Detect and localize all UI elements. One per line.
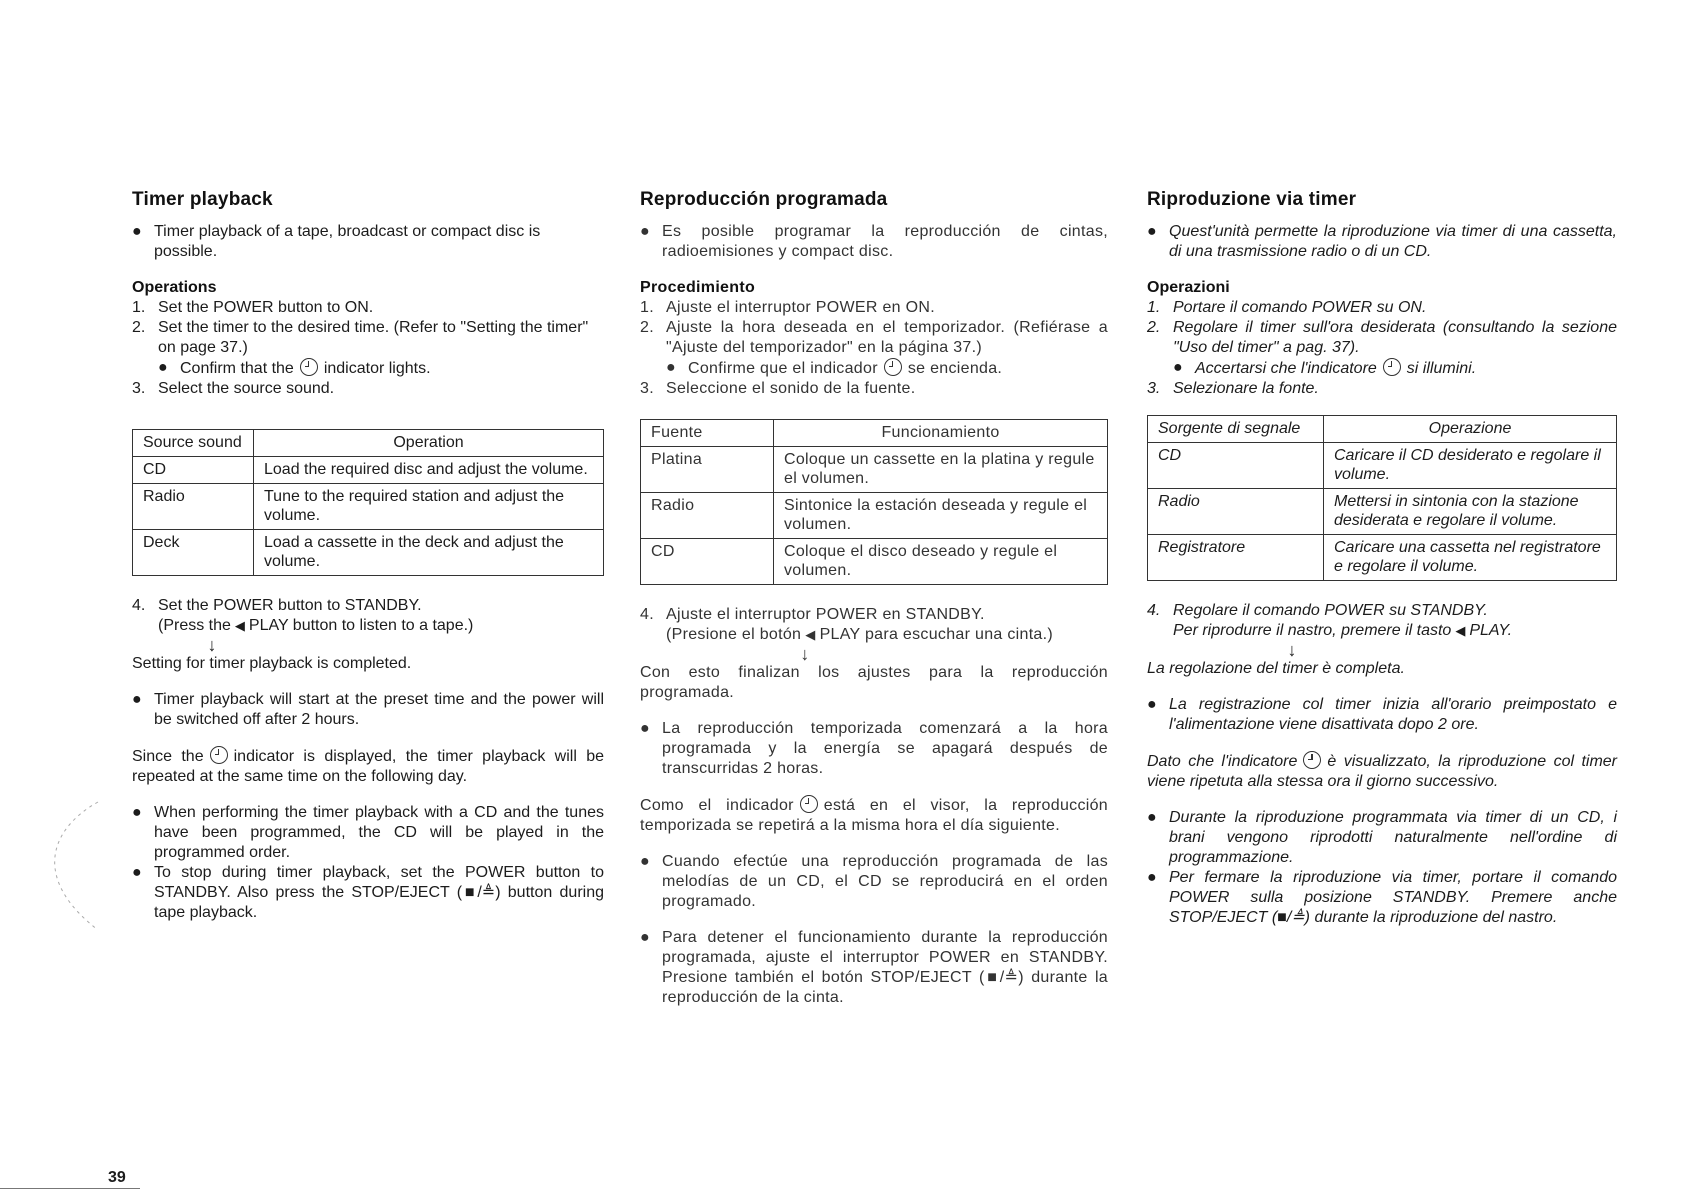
table-cell: Tune to the required station and adjust the volume. <box>254 484 604 530</box>
bullet-icon: ● <box>132 691 142 708</box>
operations-heading: Operazioni <box>1147 279 1230 296</box>
table-row <box>641 493 1108 539</box>
completion-text: Con esto finalizan los ajustes para la reproducción programada. <box>640 664 1108 701</box>
table-cell: Radio <box>133 484 254 530</box>
bullet-icon: ● <box>640 853 650 870</box>
step-1: 1. Portare il comando POWER su ON. <box>1147 299 1427 316</box>
table-row <box>1148 443 1617 489</box>
cd-program-bullet: ● Durante la riproduzione programmata via timer di un CD, i brani vengono riprodotti naturalmente nell'ordine di programmazione. <box>1147 809 1617 866</box>
step-4: 4. Regolare il comando POWER su STANDBY. <box>1147 602 1488 619</box>
intro-bullet <box>132 222 604 262</box>
table-cell: Mettersi in sintonia con la stazione desiderata e regolare il volume. <box>1324 489 1617 535</box>
timer-indicator-icon <box>800 795 818 813</box>
step-2-note: ● Confirme que el indicador se encienda. <box>666 359 1003 377</box>
timer-indicator-icon <box>300 358 318 376</box>
bullet-icon: ● <box>1173 359 1183 376</box>
table-row <box>133 457 604 484</box>
section-title: Timer playback <box>132 189 273 210</box>
italian-column <box>1147 190 1617 928</box>
step-4-note: Per riprodurre il nastro, premere il tasto ◀ PLAY. <box>1173 622 1513 639</box>
bullet-icon: ● <box>640 929 650 946</box>
intro-bullet: ● Quest'unità permette la riproduzione via timer di una cassetta, di una trasmissione radio o di un CD. <box>1147 223 1617 260</box>
play-reverse-icon: ◀ <box>805 627 816 642</box>
completion-text: Setting for timer playback is completed. <box>132 655 412 672</box>
bullet-icon: ● <box>132 804 142 821</box>
table-cell: Coloque un cassette en la platina y regule el volumen. <box>774 447 1108 493</box>
table-header-row <box>133 430 604 457</box>
source-table <box>640 419 1108 585</box>
repeat-note: Como el indicador está en el visor, la reproducción temporizada se repetirá a la misma hora el día siguiente. <box>640 797 1108 834</box>
bullet-icon: ● <box>132 223 142 240</box>
source-table <box>1147 415 1617 581</box>
timer-indicator-icon <box>1383 358 1401 376</box>
cd-program-bullet: ● Cuando efectúe una reproducción programada de las melodías de un CD, el CD se reproducirá en el orden programado. <box>640 853 1108 910</box>
step-4-note: (Press the ◀ PLAY button to listen to a tape.) <box>158 617 474 634</box>
timer-indicator-icon <box>884 358 902 376</box>
step-2: 2. Regolare il timer sull'ora desiderata (consultando la sezione "Uso del timer" a pag. 37). <box>1147 319 1617 356</box>
repeat-note: Dato che l'indicatore è visualizzato, la riproduzione col timer viene ripetuta alla stessa ora il giorno successivo. <box>1147 753 1618 790</box>
stop-bullet: ● Per fermare la riproduzione via timer, portare il comando POWER sulla posizione STANDBY. Premere anche STOP/EJECT (■/≜) durante la riproduzione del nastro. <box>1147 869 1617 926</box>
step-4-note: (Presione el botón ◀ PLAY para escuchar una cinta.) <box>666 626 1054 643</box>
play-reverse-icon: ◀ <box>234 618 245 633</box>
timer-start-bullet: ● Timer playback will start at the preset time and the power will be switched off after 2 hours. <box>132 691 604 728</box>
timer-start-bullet: ● La reproducción temporizada comenzará a la hora programada y la energía se apagará después de transcurridas 2 horas. <box>640 720 1108 777</box>
table-row <box>133 484 604 530</box>
operations-heading: Operations <box>132 279 217 296</box>
timer-start-bullet: ● La registrazione col timer inizia all'orario preimpostato e l'alimentazione viene disattivata dopo 2 ore. <box>1147 696 1617 733</box>
step-3: 3. Seleccione el sonido de la fuente. <box>640 380 916 397</box>
page-number: 39 <box>108 1169 126 1186</box>
table-cell: Load the required disc and adjust the volume. <box>254 457 604 484</box>
table-cell: CD <box>641 539 774 585</box>
table-cell: Caricare una cassetta nel registratore e regolare il volume. <box>1324 535 1617 581</box>
table-cell: Load a cassette in the deck and adjust the volume. <box>254 530 604 576</box>
margin-curve <box>28 800 108 940</box>
table-header-cell: Funcionamiento <box>774 420 1108 447</box>
step-4: 4. Set the POWER button to STANDBY. <box>132 597 422 614</box>
down-arrow-icon: ↓ <box>800 644 810 664</box>
footer-rule <box>0 1188 140 1189</box>
bullet-icon: ● <box>1147 223 1157 240</box>
section-title: Reproducción programada <box>640 189 888 210</box>
table-header-cell: Operation <box>254 430 604 457</box>
table-row <box>641 539 1108 585</box>
spanish-column <box>640 190 1108 1008</box>
step-3: 3. Selezionare la fonte. <box>1147 380 1319 397</box>
intro-text: Timer playback of a tape, broadcast or compact disc is possible. <box>154 223 541 260</box>
table-row <box>133 530 604 576</box>
table-cell: Caricare il CD desiderato e regolare il volume. <box>1324 443 1617 489</box>
table-cell: Registratore <box>1148 535 1324 581</box>
table-cell: Coloque el disco deseado y regule el volumen. <box>774 539 1108 585</box>
operations-heading: Procedimiento <box>640 279 756 296</box>
play-reverse-icon: ◀ <box>1455 623 1466 638</box>
bullet-icon: ● <box>1147 809 1157 826</box>
stop-bullet: ● Para detener el funcionamiento durante la reproducción programada, ajuste el interruptor POWER en STANDBY. Presione también el botón STOP/EJECT (■/≜) durante la reproducción de la cinta. <box>640 929 1108 1006</box>
completion-text: La regolazione del timer è completa. <box>1147 660 1405 677</box>
bullet-icon: ● <box>1147 869 1157 886</box>
table-cell: Sintonice la estación deseada y regule el volumen. <box>774 493 1108 539</box>
stop-bullet: ● To stop during timer playback, set the POWER button to STANDBY. Also press the STOP/EJECT (■/≜) button during tape playback. <box>132 864 604 921</box>
table-cell: CD <box>1148 443 1324 489</box>
step-2: 2. Set the timer to the desired time. (Refer to "Setting the timer" on page 37.) <box>132 319 589 356</box>
step-4: 4. Ajuste el interruptor POWER en STANDBY. <box>640 606 985 623</box>
table-header-row <box>641 420 1108 447</box>
step-2: 2. Ajuste la hora deseada en el temporizador. (Refiérase a "Ajuste del temporizador" en la página 37.) <box>640 319 1108 356</box>
bullet-icon: ● <box>640 720 650 737</box>
table-row <box>1148 535 1617 581</box>
repeat-note: Since the indicator is displayed, the timer playback will be repeated at the same time on the following day. <box>132 748 604 785</box>
timer-indicator-icon <box>1303 751 1321 769</box>
timer-indicator-icon <box>210 746 228 764</box>
bullet-icon: ● <box>640 223 650 240</box>
intro-bullet: ● Es posible programar la reproducción de cintas, radioemisiones y compact disc. <box>640 223 1108 260</box>
down-arrow-icon: ↓ <box>1287 640 1297 660</box>
table-header-row <box>1148 416 1617 443</box>
cd-program-bullet: ● When performing the timer playback with a CD and the tunes have been programmed, the CD will be played in the programmed order. <box>132 804 604 861</box>
section-title: Riproduzione via timer <box>1147 189 1357 210</box>
step-3: 3. Select the source sound. <box>132 380 335 397</box>
bullet-icon: ● <box>132 864 142 881</box>
bullet-icon: ● <box>666 359 676 376</box>
table-row <box>641 447 1108 493</box>
table-cell: Platina <box>641 447 774 493</box>
table-header-cell: Sorgente di segnale <box>1148 416 1324 443</box>
source-table <box>132 429 604 576</box>
table-cell: Radio <box>641 493 774 539</box>
table-cell: CD <box>133 457 254 484</box>
table-cell: Deck <box>133 530 254 576</box>
step-1: 1. Set the POWER button to ON. <box>132 299 374 316</box>
english-column <box>132 190 604 923</box>
down-arrow-icon: ↓ <box>207 635 217 655</box>
step-2-note: ● Confirm that the indicator lights. <box>158 359 431 377</box>
table-header-cell: Source sound <box>133 430 254 457</box>
table-header-cell: Fuente <box>641 420 774 447</box>
bullet-icon: ● <box>1147 696 1157 713</box>
table-row <box>1148 489 1617 535</box>
bullet-icon: ● <box>158 359 168 376</box>
table-header-cell: Operazione <box>1324 416 1617 443</box>
step-1: 1. Ajuste el interruptor POWER en ON. <box>640 299 935 316</box>
table-cell: Radio <box>1148 489 1324 535</box>
step-2-note: ● Accertarsi che l'indicatore si illumini. <box>1173 359 1477 377</box>
